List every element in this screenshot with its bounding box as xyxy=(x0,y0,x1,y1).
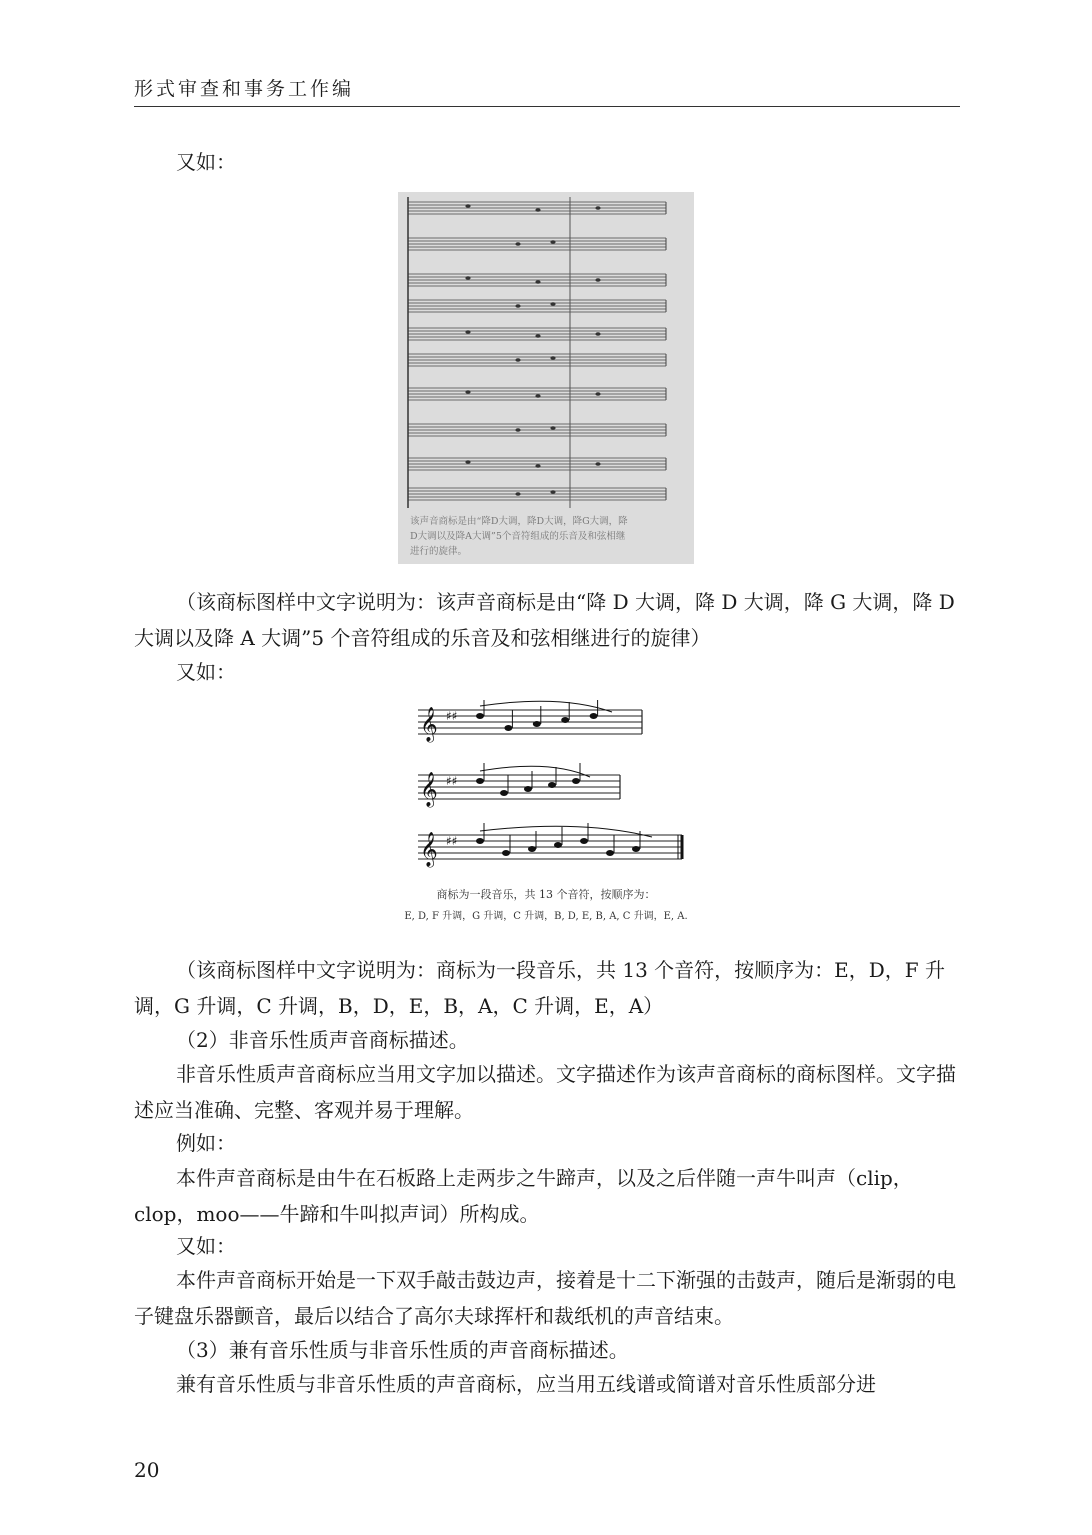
score1-note xyxy=(595,332,600,336)
score1-note xyxy=(595,278,600,282)
score2-note xyxy=(476,838,484,844)
score2-note xyxy=(572,778,580,784)
score1-note xyxy=(465,390,470,394)
score2-note xyxy=(504,725,512,731)
page-header xyxy=(134,68,960,107)
score1-note xyxy=(550,356,555,360)
score1-note xyxy=(515,304,520,308)
score1-note xyxy=(535,394,540,398)
treble-clef-icon: 𝄞 xyxy=(420,772,438,807)
paragraph-caption-note-1: （该商标图样中文字说明为：该声音商标是由“降 D 大调，降 D 大调，降 G 大调，降 D 大调以及降 A 大调”5 个音符组成的乐音及和弦相继进行的旋律） xyxy=(134,590,955,650)
score2-note xyxy=(632,846,640,852)
score2-note xyxy=(502,850,510,856)
section-heading-2: （2）非音乐性质声音商标描述。 xyxy=(176,1028,469,1052)
score-figure-1 xyxy=(398,192,694,564)
paragraph-intro-2: 又如： xyxy=(176,660,236,684)
score1-note xyxy=(595,392,600,396)
score1-staff xyxy=(408,488,666,500)
score1-note xyxy=(550,490,555,494)
score2-note xyxy=(606,850,614,856)
score2-note xyxy=(548,782,556,788)
score1-note xyxy=(535,208,540,212)
figure1-caption-line2: D大调以及降A大调”5个音符组成的乐音及和弦相继 xyxy=(410,531,626,542)
score2-note xyxy=(528,846,536,852)
paragraph-caption-note-2: （该商标图样中文字说明为：商标为一段音乐，共 13 个音符，按顺序为：E，D，F 升调，G 升调，C 升调，B，D，E，B，A，C 升调，E，A） xyxy=(134,958,946,1018)
score1-note xyxy=(550,426,555,430)
figure2-caption-line2: E, D, F 升调，G 升调，C 升调，B, D, E, B, A, C 升调，E, A. xyxy=(404,911,688,922)
paragraph-non-music-desc: 非音乐性质声音商标应当用文字加以描述。文字描述作为该声音商标的商标图样。文字描述应当准确、完整、客观并易于理解。 xyxy=(134,1062,956,1122)
score1-note xyxy=(535,464,540,468)
treble-clef-icon: 𝄞 xyxy=(420,707,438,742)
section-heading-3: （3）兼有音乐性质与非音乐性质的声音商标描述。 xyxy=(176,1338,629,1362)
score2-note xyxy=(580,838,588,844)
score2-staff xyxy=(418,700,642,743)
sharp-icon: ♯♯ xyxy=(446,709,458,723)
score2-note xyxy=(533,721,541,727)
page-number: 20 xyxy=(134,1458,160,1482)
figure1-caption-line1: 该声音商标是由“降D大调，降D大调，降G大调，降 xyxy=(410,516,628,527)
score2-note xyxy=(561,717,569,723)
sharp-icon: ♯♯ xyxy=(446,774,458,788)
paragraph-mixed-desc: 兼有音乐性质与非音乐性质的声音商标，应当用五线谱或简谱对音乐性质部分进 xyxy=(176,1372,876,1396)
score1-staff xyxy=(408,328,666,340)
header-title: 形式审查和事务工作编 xyxy=(134,78,355,100)
score2-staff xyxy=(418,763,620,808)
score1-note xyxy=(465,204,470,208)
score1-note xyxy=(595,206,600,210)
score1-note xyxy=(515,242,520,246)
score2-note xyxy=(524,786,532,792)
score1-note xyxy=(515,428,520,432)
paragraph-intro-3: 又如： xyxy=(176,1234,236,1258)
score1-note xyxy=(465,460,470,464)
score2-note xyxy=(554,842,562,848)
treble-clef-icon: 𝄞 xyxy=(420,832,438,867)
score1-staff xyxy=(408,238,666,250)
paragraph-example-label: 例如： xyxy=(176,1131,236,1155)
score1-staff xyxy=(408,424,666,436)
score1-staff xyxy=(408,300,666,312)
score1-staff xyxy=(408,354,666,366)
score1-note xyxy=(595,462,600,466)
score1-staff xyxy=(408,388,666,400)
sharp-icon: ♯♯ xyxy=(446,834,458,848)
figure1-caption-line3: 进行的旋律。 xyxy=(410,546,468,557)
score2-note xyxy=(476,778,484,784)
paragraph-example-drum: 本件声音商标开始是一下双手敲击鼓边声，接着是十二下渐强的击鼓声，随后是渐弱的电子键盘乐器颤音，最后以结合了高尔夫球挥杆和裁纸机的声音结束。 xyxy=(134,1268,956,1328)
figure2-caption-line1: 商标为一段音乐，共 13 个音符，按顺序为： xyxy=(436,888,656,901)
paragraph-intro-1: 又如： xyxy=(176,150,236,174)
score1-note xyxy=(515,492,520,496)
score1-note xyxy=(465,276,470,280)
score2-staff xyxy=(418,823,682,868)
score1-note xyxy=(515,358,520,362)
score-figure-2 xyxy=(380,700,712,930)
score1-note xyxy=(550,240,555,244)
score1-note xyxy=(535,334,540,338)
score2-note xyxy=(500,790,508,796)
score1-note xyxy=(465,330,470,334)
score2-note xyxy=(476,713,484,719)
paragraph-example-cow: 本件声音商标是由牛在石板路上走两步之牛蹄声，以及之后伴随一声牛叫声（clip，clop，moo——牛蹄和牛叫拟声词）所构成。 xyxy=(134,1166,913,1226)
score1-staff xyxy=(408,458,666,470)
score2-note xyxy=(590,713,598,719)
score1-staff xyxy=(408,202,666,214)
score1-note xyxy=(535,280,540,284)
score1-staff xyxy=(408,274,666,286)
score1-note xyxy=(550,302,555,306)
